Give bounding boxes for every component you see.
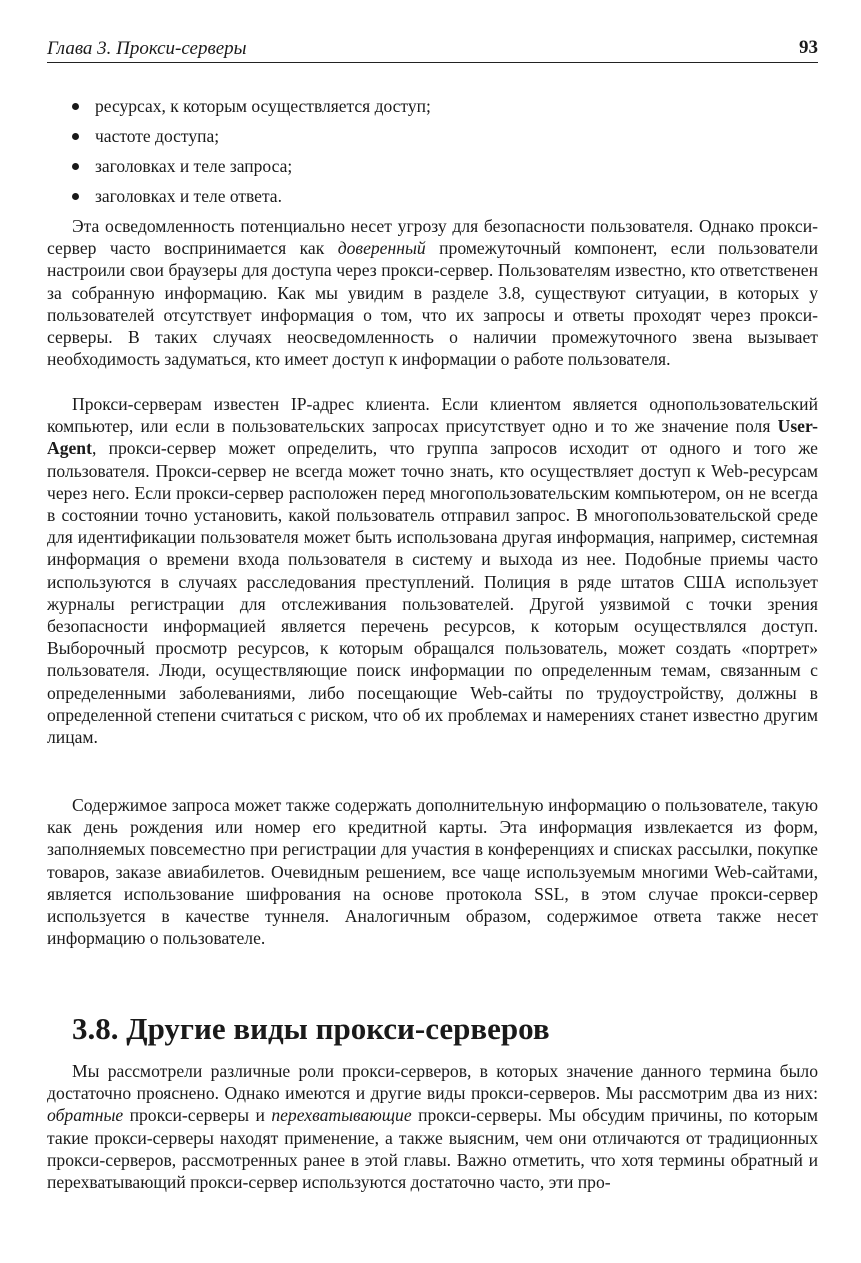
paragraph-awareness [47,215,818,370]
paragraph-other-proxies [47,1060,818,1193]
bullet-text: заголовках и теле ответа. [95,186,282,206]
paragraph-text: Содержимое запроса может также содержать дополнительную информацию о пользователе, такую как день рождения или номер его кредитной карты. Эта информация извлекается из форм, заполняемых повсеместно при регистрации для участия в конференциях и списках рассылки, покупке товаров, заказе авиабилетов. Очевидным решением, все чаще используемым многими Web-сайтами, является использование шифрования на основе протокола SSL, в этом случае прокси-сервер используется в качестве туннеля. Аналогичным образом, содержимое ответа также несет информацию о пользователе. [47,795,818,949]
bullet-item [72,121,431,151]
bullet-text: заголовках и теле запроса; [95,156,293,176]
paragraph-text: Прокси-серверам известен IP-адрес клиента. Если клиентом является однопользовательский компьютер, или если в пользовательских запросах присутствует одно и то же значение поля [47,394,818,437]
bullet-icon [72,133,79,140]
emphasis-trusted: доверенный [337,238,426,259]
paragraph-text: промежуточный компонент, если пользователи настроили свои браузеры для доступа через прокси-сервер. Пользователям известно, кто ответственен за собранную информацию. Как мы увидим в разделе 3.8, существуют ситуации, в которых у пользователей отсутствует информация о том, что их запросы и ответы проходят через прокси-серверы. В таких случаях неосведомленность о наличии промежуточного звена вызывает необходимость задуматься, кто имеет доступ к информации о работе пользователя. [47,238,818,370]
paragraph-text: прокси-серверы. Мы обсудим причины, по которым такие прокси-серверы находят применение, а также выясним, чем они отличаются от традиционных прокси-серверов, рассмотренных ранее в этой главы. Важно отметить, что хотя термины обратный и перехватывающий прокси-сервер используются достаточно часто, эти про- [47,1105,818,1193]
emphasis-reverse: обратные [47,1105,124,1126]
paragraph-text: Эта осведомленность потенциально несет угрозу для безопасности пользователя. Однако прокси-сервер часто воспринимается как [47,216,818,259]
bullet-icon [72,163,79,170]
bullet-text: частоте доступа; [95,126,220,146]
paragraph-ip-address [47,393,818,748]
paragraph-text: , прокси-сервер может определить, что группа запросов исходит от одного и того же пользователя. Прокси-сервер не всегда может точно знать, кто осуществляет доступ к Web-ресурсам через него. Если прокси-сервер расположен перед многопользовательским компьютером, он не всегда в состоянии точно установить, какой пользователь отправил запрос. В многопользовательской среде для идентификации пользователя может быть использована другая информация, например, системная информация о времени входа пользователя в систему и выхода из нее. Подобные приемы часто используются в случаях расследования преступлений. Полиция в ряде штатов США использует журналы регистрации для отслеживания пользователей. Другой уязвимой с точки зрения безопасности информацией является перечень ресурсов, к которым осуществлялся доступ. Выборочный просмотр ресурсов, к которым обращался пользователь, может создать «портрет» пользователя. Люди, осуществляющие поиск информации по определенным темам, связанным с определенными заболеваниями, либо посещающие Web-сайты по трудоустройству, должны в определенной степени считаться с риском, что об их проблемах и намерениях станет известно другим лицам. [47,438,818,748]
bullet-icon [72,103,79,110]
bullet-item [72,91,431,121]
section-heading: 3.8. Другие виды прокси-серверов [72,1011,550,1046]
chapter-title: Глава 3. Прокси-серверы [47,38,247,59]
running-header [47,34,818,63]
bullet-icon [72,193,79,200]
bold-user-agent: User-Agent [47,416,818,459]
paragraph-text: прокси-серверы и [123,1105,272,1126]
paragraph-request-content [47,794,818,949]
bullet-text: ресурсах, к которым осуществляется доступ; [95,96,431,116]
emphasis-intercepting: перехватывающие [271,1105,412,1126]
bullet-item [72,181,431,211]
page-number: 93 [799,37,818,58]
paragraph-text: Мы рассмотрели различные роли прокси-серверов, в которых значение данного термина было достаточно прояснено. Однако имеются и другие виды прокси-серверов. Мы рассмотрим два из них: [47,1061,818,1104]
bullet-list [72,91,431,211]
bullet-item [72,151,431,181]
